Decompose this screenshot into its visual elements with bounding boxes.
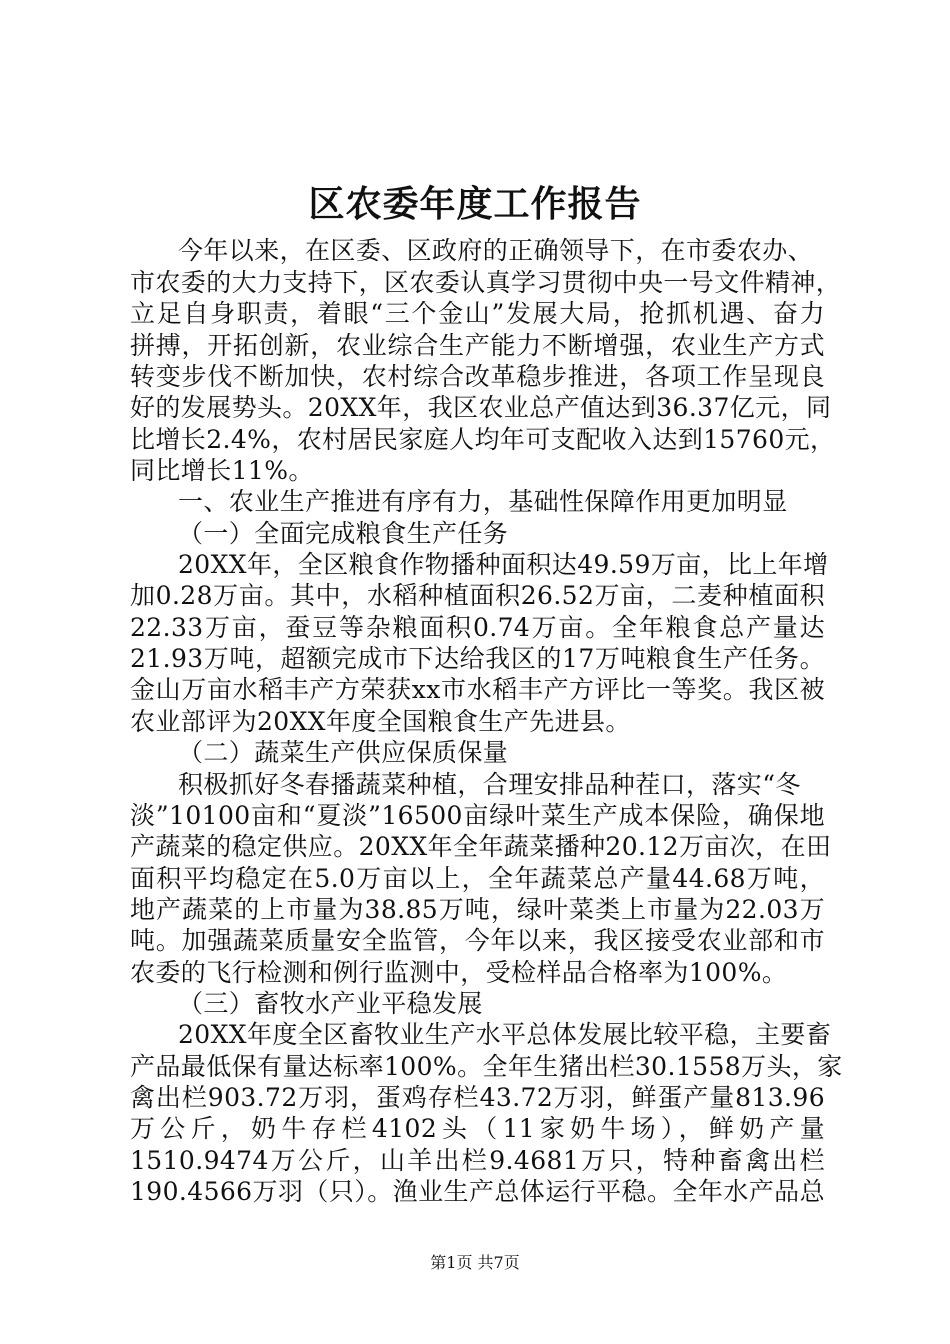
text-line: 万公斤，奶牛存栏4102头（11家奶牛场），鲜奶产量	[130, 1114, 825, 1143]
subsection-heading: （三）畜牧水产业平稳发展	[178, 989, 483, 1018]
text-line: 产品最低保有量达标率100%。全年生猪出栏30.1558万头，家	[130, 1052, 843, 1081]
text-line: 立足自身职责，着眼“三个金山”发展大局，抢抓机遇、奋力	[130, 299, 825, 328]
text-line: 农业部评为20XX年度全国粮食生产先进县。	[130, 707, 631, 736]
text-line: 1510.9474万公斤，山羊出栏9.4681万只，特种畜禽出栏	[130, 1146, 825, 1175]
text-line: 淡”10100亩和“夏淡”16500亩绿叶菜生产成本保险，确保地	[130, 801, 825, 830]
document-title: 区农委年度工作报告	[308, 183, 642, 225]
text-line: 市农委的大力支持下，区农委认真学习贯彻中央一号文件精神，	[130, 268, 842, 297]
text-line: 今年以来，在区委、区政府的正确领导下，在市委农办、	[178, 236, 814, 265]
text-line: 积极抓好冬春播蔬菜种植，合理安排品种茬口，落实“冬	[178, 770, 801, 799]
text-line: 地产蔬菜的上市量为38.85万吨，绿叶菜类上市量为22.03万	[130, 895, 825, 924]
subsection-heading: （二）蔬菜生产供应保质保量	[178, 738, 509, 767]
text-line: 农委的飞行检测和例行监测中，受检样品合格率为100%。	[130, 958, 788, 987]
text-line: 吨。加强蔬菜质量安全监管，今年以来，我区接受农业部和市	[130, 926, 825, 955]
text-line: 比增长2.4%，农村居民家庭人均年可支配收入达到15760元，	[130, 425, 836, 454]
text-line: 20XX年度全区畜牧业生产水平总体发展比较平稳，主要畜	[178, 1020, 832, 1049]
text-line: 同比增长11%。	[130, 456, 314, 485]
text-line: 加0.28万亩。其中，水稻种植面积26.52万亩，二麦种植面积	[130, 581, 825, 610]
text-line: 22.33万亩，蚕豆等杂粮面积0.74万亩。全年粮食总产量达	[130, 613, 825, 642]
subsection-heading: （一）全面完成粮食生产任务	[178, 519, 509, 548]
page-number: 第1页 共7页	[430, 1253, 520, 1272]
section-heading: 一、农业生产推进有序有力，基础性保障作用更加明显	[178, 487, 788, 516]
text-line: 190.4566万羽（只）。渔业生产总体运行平稳。全年水产品总	[130, 1177, 825, 1206]
text-line: 21.93万吨，超额完成市下达给我区的17万吨粮食生产任务。	[130, 644, 825, 673]
text-line: 禽出栏903.72万羽，蛋鸡存栏43.72万羽，鲜蛋产量813.96	[130, 1083, 825, 1112]
text-line: 金山万亩水稻丰产方荣获xx市水稻丰产方评比一等奖。我区被	[130, 675, 825, 704]
text-line: 好的发展势头。20XX年，我区农业总产值达到36.37亿元，同	[130, 393, 832, 422]
text-line: 20XX年，全区粮食作物播种面积达49.59万亩，比上年增	[178, 550, 829, 579]
text-line: 转变步伐不断加快，农村综合改革稳步推进，各项工作呈现良	[130, 362, 825, 391]
text-line: 产蔬菜的稳定供应。20XX年全年蔬菜播种20.12万亩次，在田	[130, 832, 832, 861]
text-line: 拼搏，开拓创新，农业综合生产能力不断增强，农业生产方式	[130, 331, 825, 360]
text-line: 面积平均稳定在5.0万亩以上，全年蔬菜总产量44.68万吨，	[130, 864, 825, 893]
